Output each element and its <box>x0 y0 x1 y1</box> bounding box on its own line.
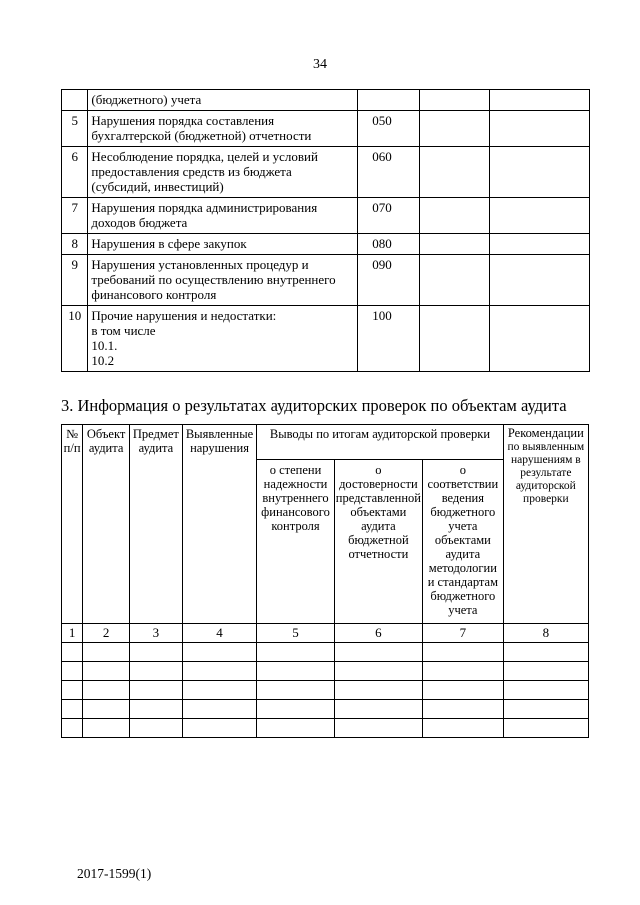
column-number-row <box>62 624 589 643</box>
violation-description: Нарушения порядка администрирования доходов бюджета <box>88 198 358 234</box>
table-row <box>62 255 590 306</box>
header-reliability: о степени надежности внутреннего финансового контроля <box>257 460 335 624</box>
row-code: 050 <box>358 111 420 147</box>
document-code: 2017-1599(1) <box>77 866 152 881</box>
row-code <box>358 90 420 111</box>
empty-row <box>62 700 589 719</box>
empty-row <box>62 662 589 681</box>
empty-cell <box>489 255 589 306</box>
empty-cell <box>419 198 489 234</box>
row-number: 10 <box>62 306 88 372</box>
column-number: 1 <box>62 624 83 643</box>
row-number: 6 <box>62 147 88 198</box>
header-subject: Предмет аудита <box>130 425 183 624</box>
empty-cell <box>419 90 489 111</box>
column-number: 2 <box>83 624 130 643</box>
header-accuracy: о достоверности представленной объектами аудита бюджетной отчетности <box>334 460 422 624</box>
violation-description: Нарушения установленных процедур и требований по осуществлению внутреннего финансового контроля <box>88 255 358 306</box>
page-number: 34 <box>313 57 327 72</box>
column-number: 8 <box>503 624 588 643</box>
violation-description: Нарушения в сфере закупок <box>88 234 358 255</box>
row-number: 8 <box>62 234 88 255</box>
violation-description: Прочие нарушения и недостатки: в том числе 10.1. 10.2 <box>88 306 358 372</box>
header-violations: Выявленные нарушения <box>182 425 257 624</box>
empty-cell <box>419 147 489 198</box>
table-row <box>62 90 590 111</box>
column-number: 5 <box>257 624 335 643</box>
row-number <box>62 90 88 111</box>
section-title: 3. Информация о результатах аудиторских проверок по объектам аудита <box>61 396 567 415</box>
violation-description: Нарушения порядка составления бухгалтерской (бюджетной) отчетности <box>88 111 358 147</box>
column-number: 4 <box>182 624 257 643</box>
row-number: 9 <box>62 255 88 306</box>
header-conclusions: Выводы по итогам аудиторской проверки <box>257 425 503 460</box>
violation-description: (бюджетного) учета <box>88 90 358 111</box>
table-row <box>62 198 590 234</box>
column-number: 7 <box>422 624 503 643</box>
table-row <box>62 306 590 372</box>
empty-cell <box>419 234 489 255</box>
header-object: Объект аудита <box>83 425 130 624</box>
header-recommendations: Рекомендации по выявленным нарушениям в результате аудиторской проверки <box>503 425 588 624</box>
table-row <box>62 147 590 198</box>
row-number: 7 <box>62 198 88 234</box>
empty-cell <box>419 306 489 372</box>
column-number: 3 <box>130 624 183 643</box>
empty-row <box>62 681 589 700</box>
header-compliance: о соответствии ведения бюджетного учета объектами аудита методологии и стандартам бюджетного учета <box>422 460 503 624</box>
header-num: № п/п <box>62 425 83 624</box>
empty-cell <box>489 90 589 111</box>
row-number: 5 <box>62 111 88 147</box>
empty-cell <box>489 234 589 255</box>
empty-row <box>62 643 589 662</box>
row-code: 080 <box>358 234 420 255</box>
row-code: 070 <box>358 198 420 234</box>
empty-cell <box>489 198 589 234</box>
table-row <box>62 234 590 255</box>
row-code: 090 <box>358 255 420 306</box>
row-code: 100 <box>358 306 420 372</box>
row-code: 060 <box>358 147 420 198</box>
empty-cell <box>419 111 489 147</box>
column-number: 6 <box>334 624 422 643</box>
violation-description: Несоблюдение порядка, целей и условий предоставления средств из бюджета (субсидий, инвестиций) <box>88 147 358 198</box>
empty-cell <box>419 255 489 306</box>
violations-table <box>61 89 590 372</box>
empty-row <box>62 719 589 738</box>
empty-cell <box>489 147 589 198</box>
audit-results-table <box>61 424 589 738</box>
table-row <box>62 111 590 147</box>
empty-cell <box>489 306 589 372</box>
empty-cell <box>489 111 589 147</box>
